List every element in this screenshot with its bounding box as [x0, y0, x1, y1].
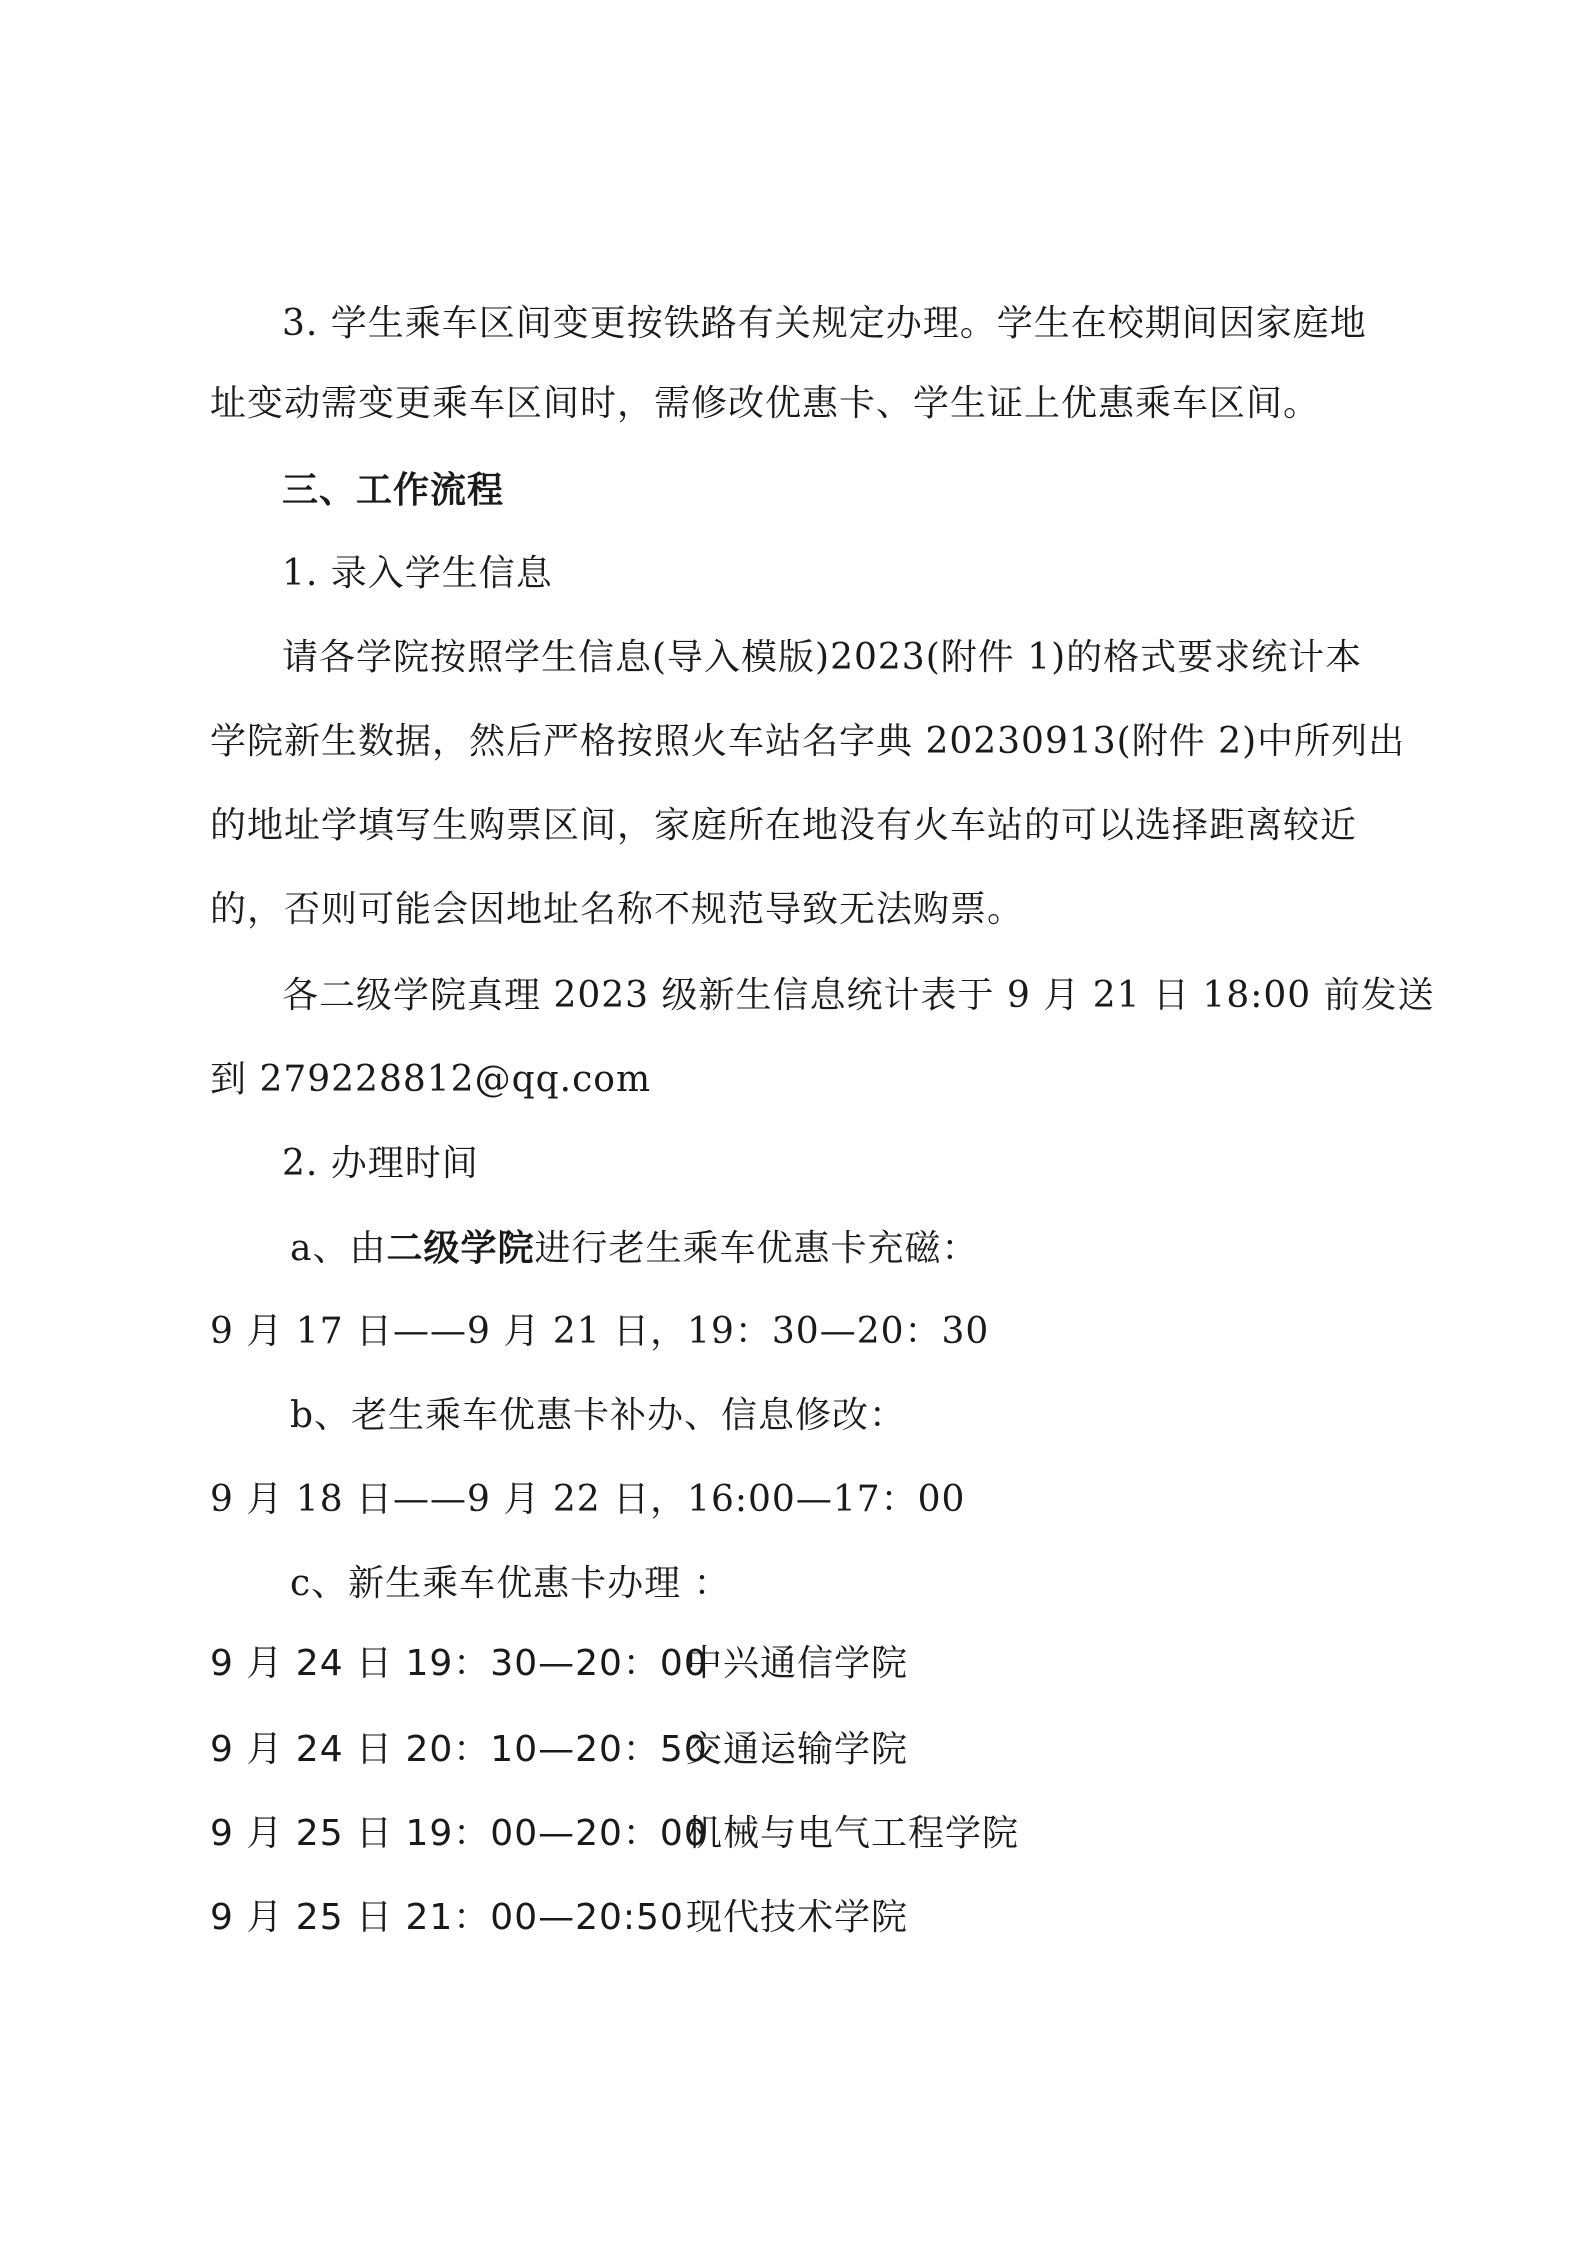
schedule-college: 中兴通信学院 [686, 1643, 909, 1684]
schedule-time: 9 月 24 日 20：10—20：50 [210, 1729, 708, 1770]
schedule-college: 机械与电气工程学院 [686, 1813, 1020, 1854]
item-b-title: b、老生乘车优惠卡补办、信息修改： [290, 1395, 907, 1436]
schedule-time: 9 月 25 日 21：00—20:50 [210, 1897, 684, 1938]
item-1-title: 1. 录入学生信息 [282, 553, 553, 594]
schedule-time: 9 月 25 日 19：00—20：00 [210, 1813, 708, 1854]
section-heading: 三、工作流程 [282, 469, 505, 511]
item-1-line-2: 学院新生数据，然后严格按照火车站名字典 20230913(附件 2)中所列出 [210, 721, 1406, 762]
schedule-time: 9 月 24 日 19：30—20：00 [210, 1643, 708, 1684]
paragraph-3-line-2: 址变动需变更乘车区间时，需修改优惠卡、学生证上优惠乘车区间。 [210, 383, 1321, 424]
submit-line-1: 各二级学院真理 2023 级新生信息统计表于 9 月 21 日 18:00 前发送 [282, 975, 1435, 1016]
item-1-line-1: 请各学院按照学生信息(导入模版)2023(附件 1)的格式要求统计本 [282, 637, 1363, 678]
schedule-college: 现代技术学院 [686, 1897, 909, 1938]
item-2-title: 2. 办理时间 [282, 1143, 479, 1184]
schedule-college: 交通运输学院 [686, 1729, 909, 1770]
item-a-prefix: a、由 [290, 1228, 387, 1269]
item-1-line-4: 的，否则可能会因地址名称不规范导致无法购票。 [210, 889, 1025, 930]
item-a-title [290, 1224, 979, 1273]
item-a-bold: 二级学院 [386, 1227, 535, 1269]
item-a-time: 9 月 17 日——9 月 21 日，19：30—20：30 [210, 1311, 990, 1352]
item-c-title: c、新生乘车优惠卡办理 ： [290, 1563, 731, 1604]
paragraph-3-line-1: 3. 学生乘车区间变更按铁路有关规定办理。学生在校期间因家庭地 [282, 303, 1367, 344]
submit-line-2: 到 279228812@qq.com [210, 1059, 652, 1100]
item-b-time: 9 月 18 日——9 月 22 日，16:00—17：00 [210, 1479, 966, 1520]
item-1-line-3: 的地址学填写生购票区间，家庭所在地没有火车站的可以选择距离较近 [210, 805, 1358, 846]
item-a-suffix: 进行老生乘车优惠卡充磁： [534, 1228, 979, 1269]
